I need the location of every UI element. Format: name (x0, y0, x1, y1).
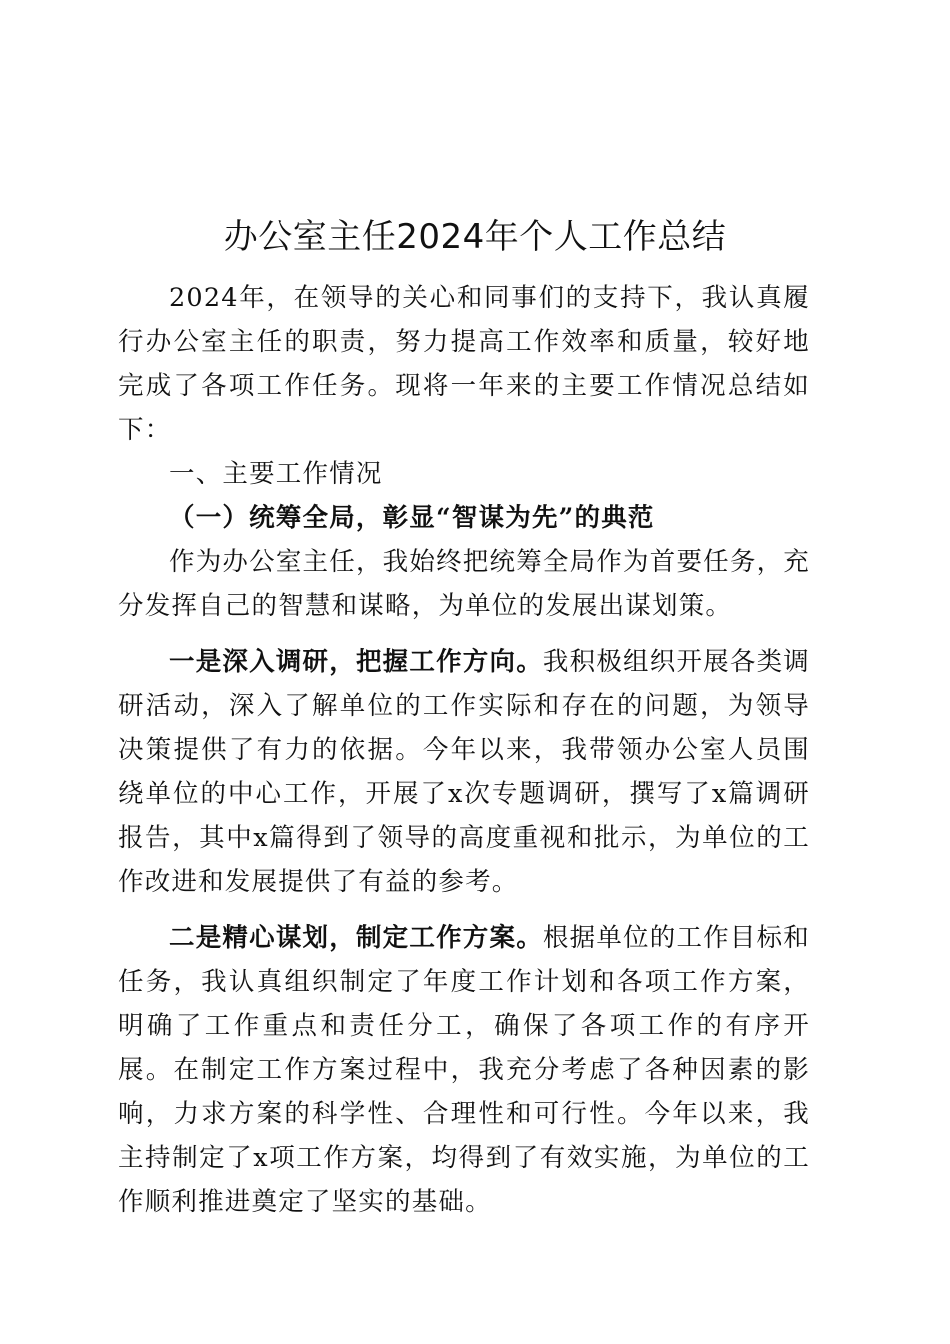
point-two-paragraph (118, 916, 810, 1224)
point-one-paragraph (118, 640, 810, 904)
subsection-intro-paragraph: 作为办公室主任，我始终把统筹全局作为首要任务，充分发挥自己的智慧和谋略，为单位的发展出谋划策。 (118, 547, 810, 621)
point-one-text: 我积极组织开展各类调研活动，深入了解单位的工作实际和存在的问题，为领导决策提供了有力的依据。今年以来，我带领办公室人员围绕单位的中心工作，开展了x次专题调研，撰写了x篇调研报告，其中x篇得到了领导的高度重视和批示，为单位的工作改进和发展提供了有益的参考。 (118, 647, 810, 897)
section-heading: 一、主要工作情况 (169, 459, 383, 489)
point-two-text: 根据单位的工作目标和任务，我认真组织制定了年度工作计划和各项工作方案，明确了工作重点和责任分工，确保了各项工作的有序开展。在制定工作方案过程中，我充分考虑了各种因素的影响，力求方案的科学性、合理性和可行性。今年以来，我主持制定了x项工作方案，均得到了有效实施，为单位的工作顺利推进奠定了坚实的基础。 (118, 923, 810, 1217)
point-one-lead: 一是深入调研，把握工作方向。 (169, 647, 543, 677)
intro-paragraph: 2024年，在领导的关心和同事们的支持下，我认真履行办公室主任的职责，努力提高工作效率和质量，较好地完成了各项工作任务。现将一年来的主要工作情况总结如下： (118, 283, 810, 445)
document-title: 办公室主任2024年个人工作总结 (223, 217, 727, 257)
document-body (118, 276, 810, 1224)
point-two-lead: 二是精心谋划，制定工作方案。 (169, 923, 543, 953)
subsection-heading: （一）统筹全局，彰显“智谋为先”的典范 (169, 503, 655, 533)
